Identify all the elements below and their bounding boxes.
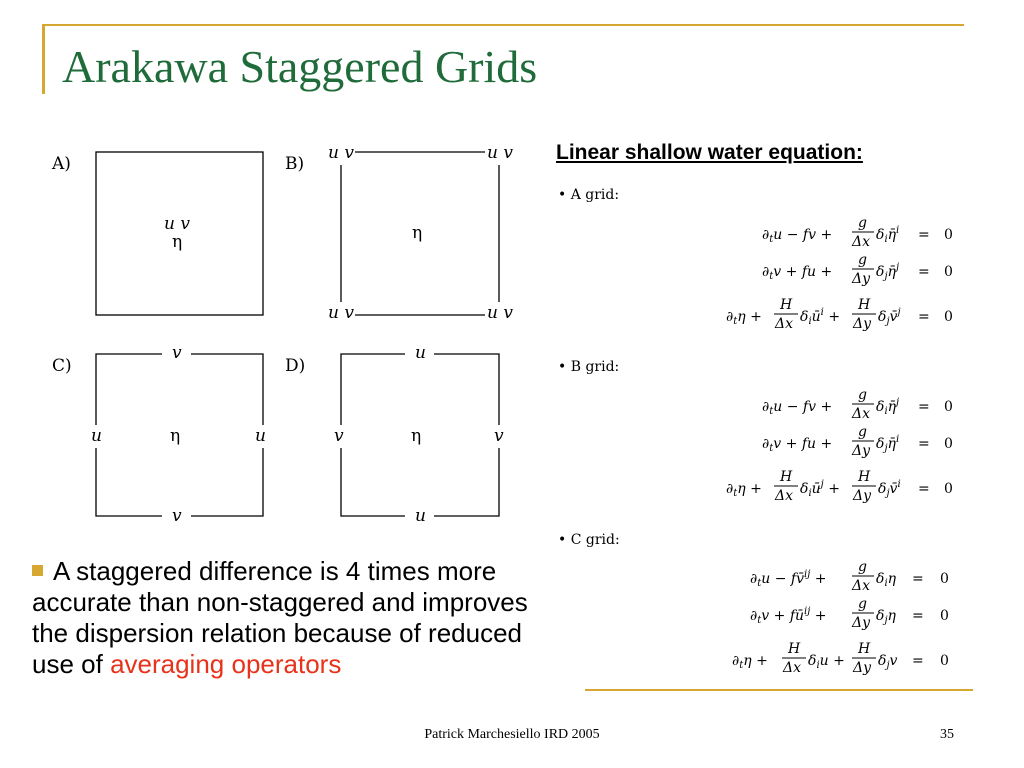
equations-underline — [585, 689, 973, 691]
grid-a-label: A) — [52, 154, 71, 174]
c-grid-eq3 — [732, 641, 949, 676]
grid-c-bottom-edge-right — [191, 448, 263, 516]
grid-b-uv-bottomleft: u v — [328, 303, 354, 323]
svg-text:0: 0 — [944, 227, 953, 243]
svg-text:∂tv + fu +: $\partial_tv$ + fu + — [762, 436, 833, 454]
svg-text:=: = — [912, 571, 924, 587]
b-grid-eq2 — [762, 424, 953, 459]
c-grid-label: • C grid: — [558, 532, 620, 548]
b-grid-eq1 — [762, 387, 953, 422]
a-grid-eq3 — [726, 297, 953, 332]
grid-c-v-top: v — [172, 343, 182, 363]
svg-text:δjv̄i: $\delta_jv̄^i$ — [878, 479, 901, 499]
c-grid-eq1 — [750, 559, 949, 594]
grid-b-eta: η — [412, 223, 423, 243]
svg-text:0: 0 — [944, 309, 953, 325]
grid-c-label: C) — [52, 356, 72, 376]
svg-text:Δx: Δx — [775, 488, 794, 504]
grid-d-v-right: v — [494, 426, 504, 446]
grid-d-bottom-edge-right — [434, 448, 499, 516]
svg-text:H: H — [788, 641, 801, 657]
bullet-highlight: averaging operators — [110, 649, 342, 679]
svg-text:g: g — [858, 596, 867, 612]
svg-text:∂tη +: $\partial_t\eta$ + — [732, 653, 768, 671]
grid-a-eta: η — [172, 232, 183, 252]
a-grid-eq2 — [762, 252, 953, 287]
a-grid-label: • A grid: — [558, 187, 620, 203]
grid-b-label: B) — [285, 154, 305, 174]
svg-text:0: 0 — [940, 571, 949, 587]
svg-text:Δy: Δy — [852, 615, 871, 631]
grid-d-eta: η — [411, 426, 422, 446]
grid-c-u-right: u — [255, 426, 266, 446]
svg-text:Δy: Δy — [852, 271, 871, 287]
grid-d-u-bottom: u — [415, 506, 426, 526]
svg-text:g: g — [858, 252, 867, 268]
grid-c-eta: η — [170, 426, 181, 446]
svg-text:δiūi +: $\delta_iū^i$ + — [800, 307, 841, 327]
svg-text:Δy: Δy — [853, 660, 872, 676]
grid-c-top-edge-right — [191, 354, 263, 425]
grid-b-uv-bottomright: u v — [487, 303, 513, 323]
svg-text:∂tu − fv +: $\partial_tu$ − fv + — [762, 399, 833, 417]
grid-b-uv-topleft: u v — [328, 143, 354, 163]
bullet-square-icon — [32, 565, 43, 576]
footer-text: Patrick Marchesiello IRD 2005 — [424, 727, 600, 742]
svg-text:H: H — [858, 297, 871, 313]
arakawa-grids-diagram — [0, 0, 560, 540]
svg-text:δjη̄i: $\delta_j\etā^i$ — [876, 434, 900, 454]
svg-text:∂tu − fv +: $\partial_tu$ − fv + — [762, 227, 833, 245]
svg-text:0: 0 — [940, 608, 949, 624]
a-grid-eq1 — [762, 215, 953, 250]
svg-text:=: = — [918, 264, 930, 280]
svg-text:0: 0 — [944, 399, 953, 415]
svg-text:∂tη +: $\partial_t\eta$ + — [726, 481, 762, 499]
shallow-water-equations — [540, 175, 980, 685]
bullet-point — [32, 556, 562, 680]
svg-text:0: 0 — [940, 653, 949, 669]
svg-text:=: = — [918, 481, 930, 497]
svg-text:g: g — [858, 424, 867, 440]
grid-d-u-top: u — [415, 343, 426, 363]
svg-text:δjv: $\delta_jv$ — [878, 653, 898, 671]
svg-text:Δx: Δx — [852, 578, 871, 594]
slide-title: Arakawa Staggered Grids — [62, 41, 538, 92]
grid-b-uv-topright: u v — [487, 143, 513, 163]
grid-d-top-edge — [341, 354, 405, 425]
grid-d-label: D) — [285, 356, 306, 376]
svg-text:δiu +: $\delta_iu$ + — [808, 653, 845, 671]
svg-text:=: = — [918, 436, 930, 452]
svg-text:=: = — [912, 653, 924, 669]
grid-c-top-edge — [96, 354, 162, 425]
grid-c-bottom-edge — [96, 448, 162, 516]
svg-text:0: 0 — [944, 264, 953, 280]
svg-text:g: g — [858, 559, 867, 575]
svg-text:=: = — [912, 608, 924, 624]
svg-text:δjv̄j: $\delta_jv̄^j$ — [878, 307, 901, 327]
svg-text:=: = — [918, 309, 930, 325]
svg-text:H: H — [858, 641, 871, 657]
svg-text:δiη: $\delta_i\eta$ — [876, 571, 897, 589]
svg-text:Δx: Δx — [852, 234, 871, 250]
svg-text:Δx: Δx — [852, 406, 871, 422]
grid-c-u-left: u — [91, 426, 102, 446]
svg-text:Δx: Δx — [783, 660, 802, 676]
bullet-text: A staggered difference is 4 times more accurate than non-staggered and improves the dispersion relation because of reduced use of — [32, 556, 528, 679]
svg-text:Δy: Δy — [853, 316, 872, 332]
svg-text:δiη̄j: $\delta_i\etā^j$ — [876, 397, 900, 417]
svg-text:0: 0 — [944, 436, 953, 452]
svg-text:Δy: Δy — [853, 488, 872, 504]
b-grid-label: • B grid: — [558, 359, 620, 375]
grid-a-uv: u v — [164, 214, 190, 234]
svg-text:∂tv + fu +: $\partial_tv$ + fu + — [762, 264, 833, 282]
grid-d-bottom-edge — [341, 448, 405, 516]
svg-text:H: H — [858, 469, 871, 485]
svg-text:=: = — [918, 399, 930, 415]
svg-text:δjη̄j: $\delta_j\etā^j$ — [876, 262, 900, 282]
svg-text:Δy: Δy — [852, 443, 871, 459]
page-number: 35 — [940, 727, 954, 742]
svg-text:∂tv + fūij +: $\partial_tv$ + $fū^{ij}$ + — [750, 606, 827, 626]
svg-text:δiūj +: $\delta_iū^j$ + — [800, 479, 840, 499]
grid-d-top-edge-right — [434, 354, 499, 425]
svg-text:g: g — [858, 215, 867, 231]
grid-d-v-left: v — [334, 426, 344, 446]
svg-text:H: H — [780, 469, 793, 485]
grid-c-v-bottom: v — [172, 506, 182, 526]
svg-text:δjη: $\delta_j\eta$ — [876, 608, 896, 626]
svg-text:Δx: Δx — [775, 316, 794, 332]
svg-text:0: 0 — [944, 481, 953, 497]
b-grid-eq3 — [726, 469, 953, 504]
svg-text:δiη̄i: $\delta_i\etā^i$ — [876, 225, 900, 245]
c-grid-eq2 — [750, 596, 949, 631]
svg-text:g: g — [858, 387, 867, 403]
svg-text:H: H — [780, 297, 793, 313]
svg-text:=: = — [918, 227, 930, 243]
equations-heading: Linear shallow water equation: — [556, 141, 863, 164]
svg-text:∂tη +: $\partial_t\eta$ + — [726, 309, 762, 327]
svg-text:∂tu − fv̄ij +: $\partial_tu$ − fv̄$^{ij}$ + — [750, 569, 827, 589]
